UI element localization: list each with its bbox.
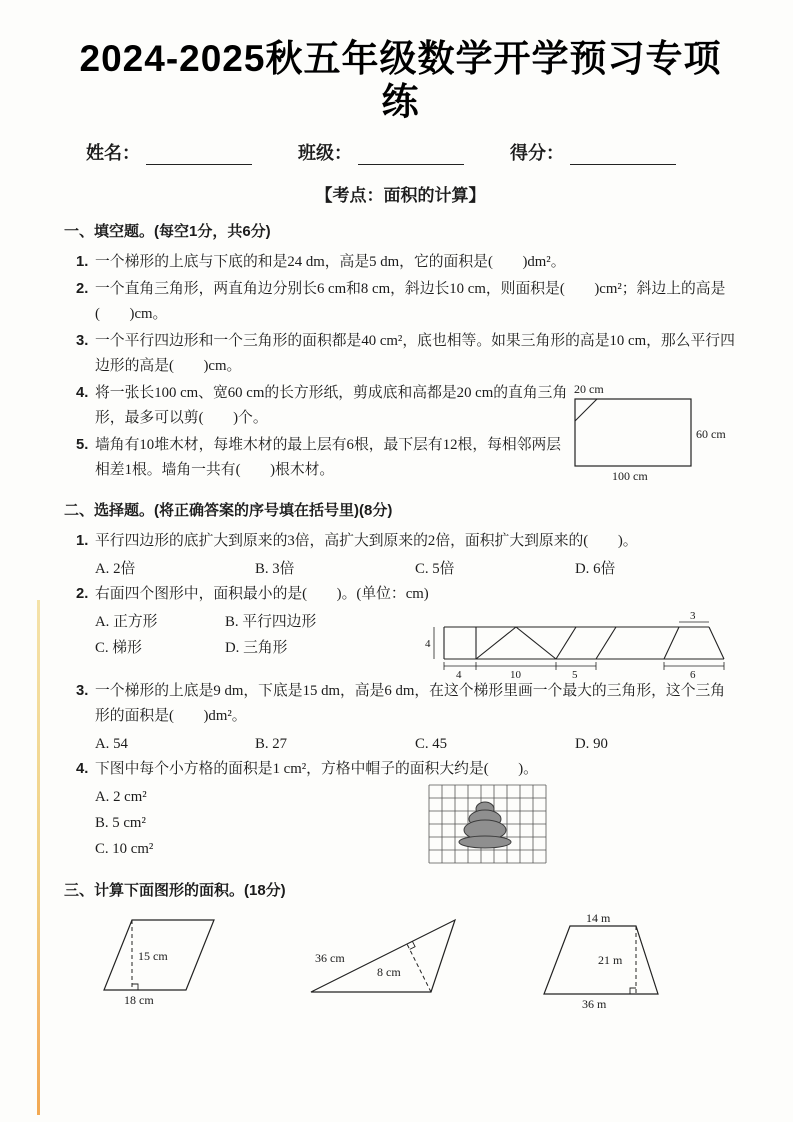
item-number: 5. xyxy=(76,437,89,454)
item-text: 下图中每个小方格的面积是1 cm²，方格中帽子的面积大约是( )。 xyxy=(95,761,538,778)
choice-d: D. 90 xyxy=(575,736,608,753)
base-dim-10: 10 xyxy=(510,669,521,680)
parallelogram-figure xyxy=(94,910,229,1006)
q2-choices-row2 xyxy=(64,635,424,661)
q1-choices xyxy=(64,556,737,582)
q2-choices xyxy=(64,609,424,661)
item-number: 1. xyxy=(76,533,89,550)
right-angle-mark xyxy=(132,984,138,990)
parallelogram-left-side xyxy=(556,627,576,659)
class-blank-line xyxy=(358,143,464,165)
section3-figures-row xyxy=(94,910,737,1010)
section1-heading: 一、填空题。(每空1分，共6分) xyxy=(64,223,271,241)
trapezoid-bottom-label: 36 m xyxy=(582,997,607,1011)
item-number: 3. xyxy=(76,333,89,350)
triangle-height-label: 8 cm xyxy=(377,965,401,980)
choice-c: C. 45 xyxy=(415,736,448,753)
section1-bottom-row xyxy=(64,381,737,485)
name-field xyxy=(86,139,252,165)
q4-choice-c-row xyxy=(64,836,428,862)
item-text: 墙角有10堆木材，每堆木材的最上层有6根，最下层有12根，每相邻两层相差1根。墙角一共有( )根木材。 xyxy=(95,437,562,479)
choice-b: B. 3倍 xyxy=(255,561,295,578)
choice-a: A. 54 xyxy=(95,736,128,753)
shapes-strip-figure xyxy=(424,609,736,679)
q4-row xyxy=(64,784,737,865)
section1-items-4-5 xyxy=(64,381,570,485)
triangle-right-side xyxy=(516,627,556,659)
triangle-left-side xyxy=(476,627,516,659)
item-text: 一个梯形的上底是9 dm，下底是15 dm，高是6 dm，在这个梯形里画一个最大的三角形，这个三角形的面积是( )dm²。 xyxy=(95,683,726,725)
item-text: 平行四边形的底扩大到原来的3倍，高扩大到原来的2倍，面积扩大到原来的( )。 xyxy=(95,533,638,550)
right-angle-mark xyxy=(630,988,636,994)
item-number: 3. xyxy=(76,683,89,700)
page-title: 2024-2025秋五年级数学开学预习专项练 xyxy=(79,38,722,122)
fill-item-4 xyxy=(64,381,570,431)
hat-shape xyxy=(459,802,511,848)
parallelogram-right-side xyxy=(596,627,616,659)
base-dim-6: 6 xyxy=(690,669,696,680)
rect-bottom-label: 100 cm xyxy=(612,469,648,484)
fill-item-3 xyxy=(64,329,737,379)
choice-item-3 xyxy=(64,679,737,729)
grid-hat-figure xyxy=(428,784,547,865)
choice-item-2 xyxy=(64,582,737,607)
choice-b: B. 5 cm² xyxy=(95,815,146,832)
score-blank-line xyxy=(570,143,676,165)
top-dim-label: 3 xyxy=(690,610,696,623)
item-text: 一个平行四边形和一个三角形的面积都是40 cm²，底也相等。如果三角形的高是10 cm，那么平行四边形的高是( )cm。 xyxy=(95,333,735,375)
item-text: 将一张长100 cm、宽60 cm的长方形纸，剪成底和高都是20 cm的直角三角形，最多可以剪( )个。 xyxy=(95,385,568,427)
q4-choices xyxy=(64,784,428,862)
item-text: 右面四个图形中，面积最小的是( )。(单位：cm) xyxy=(95,586,429,603)
rect-top-label: 20 cm xyxy=(574,382,604,397)
choice-c: C. 10 cm² xyxy=(95,841,154,858)
fill-item-5 xyxy=(64,433,570,483)
q4-choice-a-row xyxy=(64,784,428,810)
rect-right-label: 60 cm xyxy=(696,427,726,442)
class-label: 班级： xyxy=(298,143,352,164)
choice-item-1 xyxy=(64,529,737,554)
score-field xyxy=(510,139,676,165)
section3-heading: 三、计算下面图形的面积。(18分) xyxy=(64,882,286,900)
section2-heading: 二、选择题。(将正确答案的序号填在括号里)(8分) xyxy=(64,502,393,520)
student-info-row xyxy=(86,139,737,165)
item-number: 1. xyxy=(76,254,89,271)
q3-choices xyxy=(64,731,737,757)
item-number: 4. xyxy=(76,761,89,778)
trapezoid-left-side xyxy=(664,627,679,659)
choice-a: A. 2 cm² xyxy=(95,789,147,806)
triangle-height-line xyxy=(407,944,431,992)
item-number: 2. xyxy=(76,281,89,298)
base-dim-4: 4 xyxy=(456,669,462,680)
item-number: 4. xyxy=(76,385,89,402)
choice-item-4 xyxy=(64,757,737,782)
rectangle-shape xyxy=(575,399,691,466)
class-field xyxy=(298,139,464,165)
choice-d: D. 三角形 xyxy=(225,640,288,657)
trapezoid-figure xyxy=(540,910,665,1010)
fill-item-2 xyxy=(64,277,737,327)
triangle-figure xyxy=(307,910,462,1002)
choice-c: C. 5倍 xyxy=(415,561,455,578)
parallelogram-height-label: 15 cm xyxy=(138,949,168,964)
name-label: 姓名： xyxy=(86,143,140,164)
topic-heading: 【考点：面积的计算】 xyxy=(315,186,486,206)
page-edge-line xyxy=(37,600,40,1115)
choice-c: C. 梯形 xyxy=(95,640,142,657)
parallelogram-base-label: 18 cm xyxy=(124,993,154,1007)
choice-a: A. 正方形 xyxy=(95,614,158,631)
score-label: 得分： xyxy=(510,143,564,164)
trapezoid-top-label: 14 m xyxy=(586,911,611,926)
item-text: 一个梯形的上底与下底的和是24 dm，高是5 dm，它的面积是( )dm²。 xyxy=(95,254,566,271)
choice-b: B. 27 xyxy=(255,736,288,753)
choice-a: A. 2倍 xyxy=(95,561,136,578)
fill-item-1 xyxy=(64,250,737,275)
choice-b: B. 平行四边形 xyxy=(225,614,317,631)
triangle-side-label: 36 cm xyxy=(315,951,345,966)
item-number: 2. xyxy=(76,586,89,603)
height-dim-label: 4 xyxy=(425,638,431,651)
q2-row xyxy=(64,609,737,679)
item-text: 一个直角三角形，两直角边分别长6 cm和8 cm，斜边长10 cm，则面积是( )cm²；斜边上的高是( )cm。 xyxy=(95,281,726,323)
trapezoid-height-label: 21 m xyxy=(598,953,623,968)
base-dim-5: 5 xyxy=(572,669,578,680)
diagonal-cut-line xyxy=(575,399,597,421)
trapezoid-right-side xyxy=(709,627,724,659)
choice-d: D. 6倍 xyxy=(575,561,616,578)
q4-choice-b-row xyxy=(64,810,428,836)
rectangle-cut-figure xyxy=(570,381,737,483)
q2-choices-row1 xyxy=(64,609,424,635)
name-blank-line xyxy=(146,143,252,165)
